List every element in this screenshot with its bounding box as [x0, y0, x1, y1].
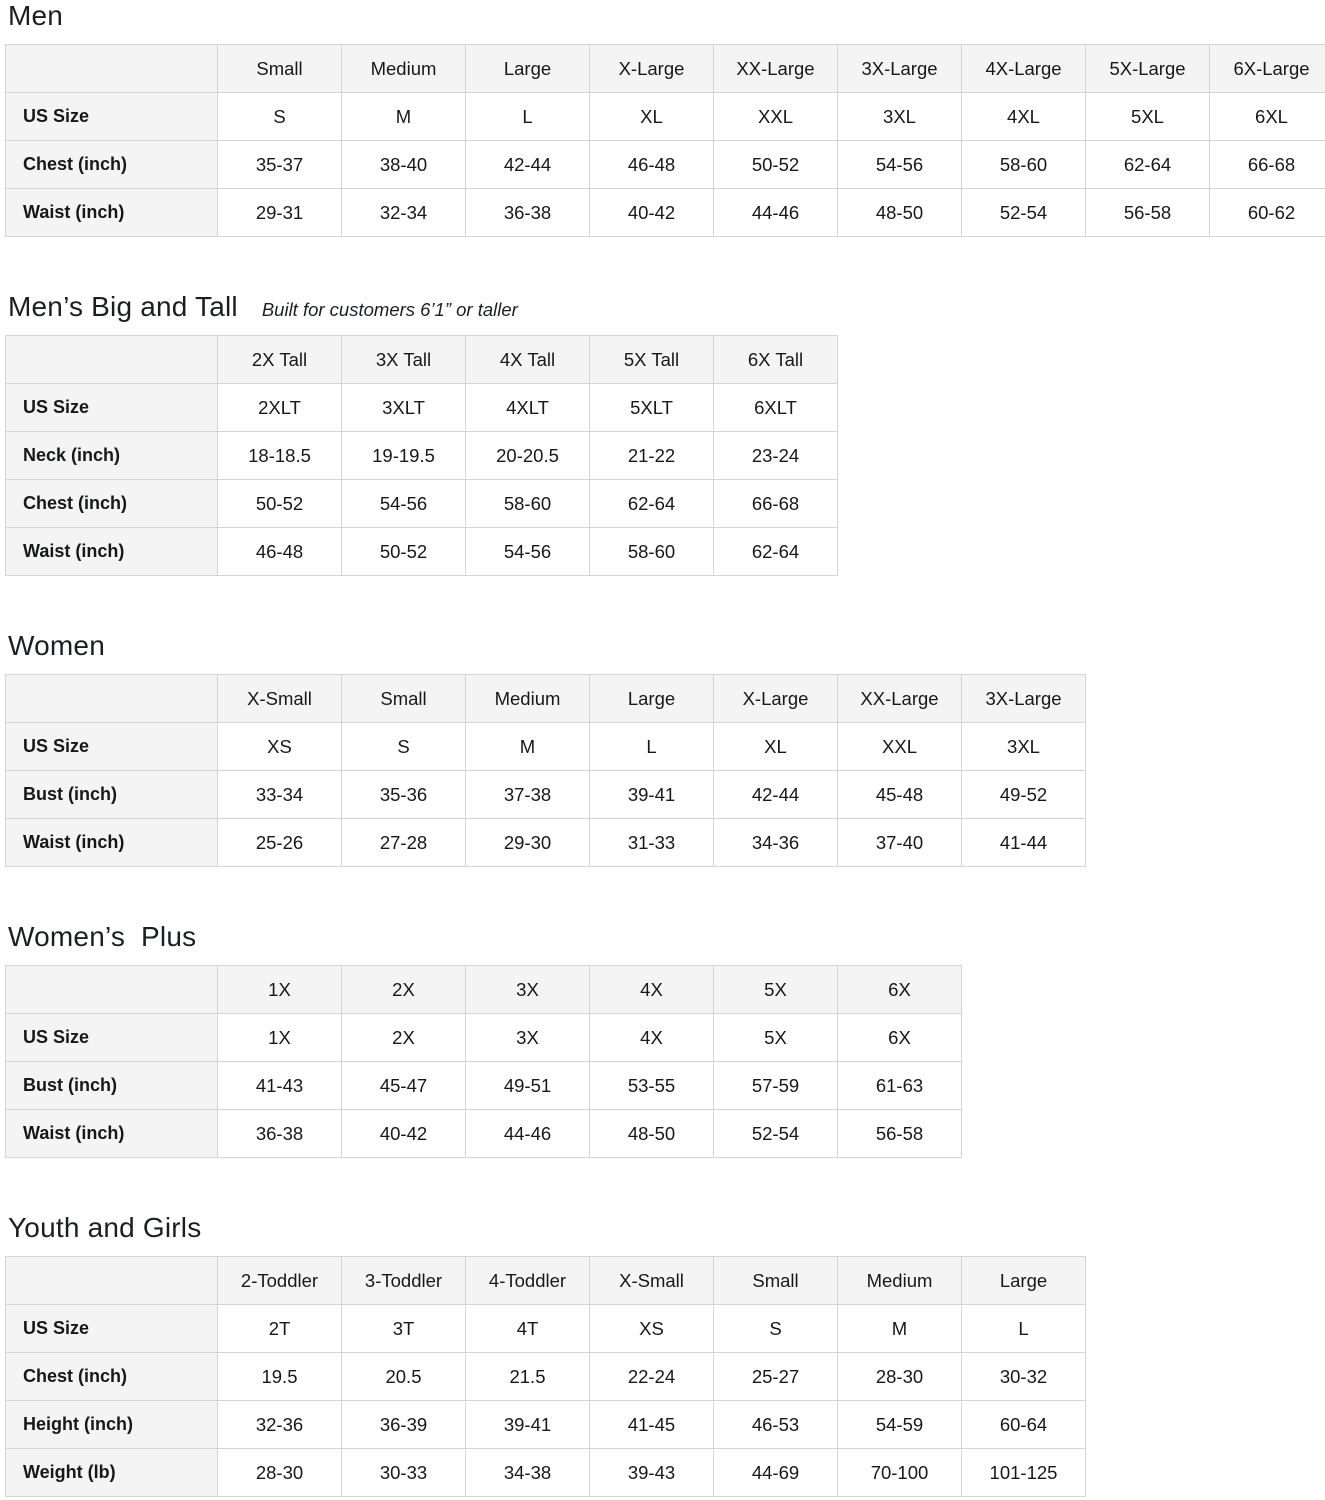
value-cell: 53-55	[590, 1062, 714, 1110]
value-cell: 2X	[342, 1014, 466, 1062]
section-title: Youth and Girls	[8, 1212, 202, 1243]
column-header: 3X Tall	[342, 336, 466, 384]
value-cell: 41-44	[962, 819, 1086, 867]
value-cell: 25-26	[218, 819, 342, 867]
table-row	[6, 528, 838, 576]
value-cell: L	[466, 93, 590, 141]
value-cell: XXL	[838, 723, 962, 771]
column-header: Medium	[342, 45, 466, 93]
value-cell: 42-44	[714, 771, 838, 819]
value-cell: 30-33	[342, 1449, 466, 1497]
value-cell: 31-33	[590, 819, 714, 867]
header-row	[6, 675, 1086, 723]
value-cell: 20.5	[342, 1353, 466, 1401]
value-cell: 101-125	[962, 1449, 1086, 1497]
value-cell: 28-30	[838, 1353, 962, 1401]
corner-cell	[6, 336, 218, 384]
row-label: Chest (inch)	[6, 1353, 218, 1401]
row-label: Waist (inch)	[6, 528, 218, 576]
value-cell: L	[962, 1305, 1086, 1353]
value-cell: 50-52	[714, 141, 838, 189]
value-cell: 37-38	[466, 771, 590, 819]
value-cell: 19.5	[218, 1353, 342, 1401]
header-row	[6, 45, 1325, 93]
row-label: Neck (inch)	[6, 432, 218, 480]
size-table-head	[6, 1257, 1086, 1305]
column-header: X-Large	[714, 675, 838, 723]
column-header: 5X-Large	[1086, 45, 1210, 93]
value-cell: XL	[590, 93, 714, 141]
table-row	[6, 1401, 1086, 1449]
value-cell: 60-64	[962, 1401, 1086, 1449]
value-cell: 58-60	[962, 141, 1086, 189]
table-row	[6, 384, 838, 432]
value-cell: 18-18.5	[218, 432, 342, 480]
value-cell: 36-38	[466, 189, 590, 237]
value-cell: 40-42	[590, 189, 714, 237]
value-cell: S	[714, 1305, 838, 1353]
value-cell: 57-59	[714, 1062, 838, 1110]
column-header: 3X-Large	[962, 675, 1086, 723]
column-header: Medium	[466, 675, 590, 723]
column-header: 5X Tall	[590, 336, 714, 384]
value-cell: 29-31	[218, 189, 342, 237]
column-header: XX-Large	[838, 675, 962, 723]
column-header: X-Small	[218, 675, 342, 723]
value-cell: XS	[590, 1305, 714, 1353]
value-cell: M	[838, 1305, 962, 1353]
row-label: US Size	[6, 93, 218, 141]
value-cell: 54-59	[838, 1401, 962, 1449]
value-cell: 54-56	[466, 528, 590, 576]
value-cell: S	[218, 93, 342, 141]
row-label: Chest (inch)	[6, 480, 218, 528]
value-cell: 4XL	[962, 93, 1086, 141]
column-header: 3-Toddler	[342, 1257, 466, 1305]
value-cell: 4X	[590, 1014, 714, 1062]
value-cell: 22-24	[590, 1353, 714, 1401]
size-table	[5, 44, 1325, 237]
value-cell: XL	[714, 723, 838, 771]
column-header: 4X-Large	[962, 45, 1086, 93]
table-row	[6, 1014, 962, 1062]
value-cell: 70-100	[838, 1449, 962, 1497]
header-row	[6, 966, 962, 1014]
value-cell: 50-52	[342, 528, 466, 576]
value-cell: 21.5	[466, 1353, 590, 1401]
value-cell: 45-48	[838, 771, 962, 819]
table-row	[6, 819, 1086, 867]
value-cell: 52-54	[962, 189, 1086, 237]
row-label: Waist (inch)	[6, 819, 218, 867]
value-cell: 34-38	[466, 1449, 590, 1497]
column-header: 2-Toddler	[218, 1257, 342, 1305]
value-cell: 48-50	[590, 1110, 714, 1158]
value-cell: 44-46	[714, 189, 838, 237]
column-header: 6X Tall	[714, 336, 838, 384]
row-label: US Size	[6, 1305, 218, 1353]
value-cell: 30-32	[962, 1353, 1086, 1401]
row-label: Weight (lb)	[6, 1449, 218, 1497]
value-cell: 46-53	[714, 1401, 838, 1449]
size-table-head	[6, 336, 838, 384]
value-cell: 41-45	[590, 1401, 714, 1449]
value-cell: 56-58	[1086, 189, 1210, 237]
value-cell: 38-40	[342, 141, 466, 189]
value-cell: 62-64	[714, 528, 838, 576]
value-cell: 2XLT	[218, 384, 342, 432]
size-table-body	[6, 1014, 962, 1158]
row-label: US Size	[6, 723, 218, 771]
column-header: XX-Large	[714, 45, 838, 93]
section-title: Men	[8, 0, 64, 31]
table-row	[6, 480, 838, 528]
value-cell: 5XLT	[590, 384, 714, 432]
value-cell: 44-46	[466, 1110, 590, 1158]
value-cell: 56-58	[838, 1110, 962, 1158]
column-header: Large	[962, 1257, 1086, 1305]
table-row	[6, 93, 1325, 141]
value-cell: 37-40	[838, 819, 962, 867]
value-cell: 3XL	[962, 723, 1086, 771]
value-cell: 32-36	[218, 1401, 342, 1449]
column-header: Small	[218, 45, 342, 93]
value-cell: 32-34	[342, 189, 466, 237]
size-table-body	[6, 723, 1086, 867]
corner-cell	[6, 1257, 218, 1305]
column-header: Small	[342, 675, 466, 723]
value-cell: 4XLT	[466, 384, 590, 432]
value-cell: 52-54	[714, 1110, 838, 1158]
value-cell: 25-27	[714, 1353, 838, 1401]
section-head	[8, 921, 1325, 953]
value-cell: 54-56	[838, 141, 962, 189]
section-title: Men’s Big and Tall	[8, 291, 238, 322]
column-header: 6X	[838, 966, 962, 1014]
size-section-youth-and-girls	[5, 1212, 1325, 1497]
value-cell: XXL	[714, 93, 838, 141]
size-section-women	[5, 630, 1325, 867]
value-cell: 48-50	[838, 189, 962, 237]
value-cell: 4T	[466, 1305, 590, 1353]
column-header: X-Small	[590, 1257, 714, 1305]
table-row	[6, 1449, 1086, 1497]
column-header: 4X	[590, 966, 714, 1014]
size-table-body	[6, 384, 838, 576]
table-row	[6, 723, 1086, 771]
value-cell: 39-41	[590, 771, 714, 819]
value-cell: M	[342, 93, 466, 141]
table-row	[6, 1305, 1086, 1353]
size-table	[5, 1256, 1086, 1497]
value-cell: 23-24	[714, 432, 838, 480]
value-cell: 5X	[714, 1014, 838, 1062]
value-cell: 34-36	[714, 819, 838, 867]
value-cell: 44-69	[714, 1449, 838, 1497]
row-label: Height (inch)	[6, 1401, 218, 1449]
value-cell: 35-37	[218, 141, 342, 189]
value-cell: 46-48	[590, 141, 714, 189]
value-cell: 3T	[342, 1305, 466, 1353]
value-cell: 58-60	[590, 528, 714, 576]
section-head	[8, 630, 1325, 662]
value-cell: 3X	[466, 1014, 590, 1062]
size-section-women-s-plus	[5, 921, 1325, 1158]
size-table	[5, 335, 838, 576]
value-cell: 66-68	[1210, 141, 1325, 189]
value-cell: 54-56	[342, 480, 466, 528]
column-header: 4X Tall	[466, 336, 590, 384]
value-cell: 35-36	[342, 771, 466, 819]
section-head	[8, 1212, 1325, 1244]
row-label: Bust (inch)	[6, 1062, 218, 1110]
corner-cell	[6, 966, 218, 1014]
section-head	[8, 0, 1325, 32]
column-header: 3X	[466, 966, 590, 1014]
size-table-head	[6, 675, 1086, 723]
value-cell: 49-52	[962, 771, 1086, 819]
value-cell: 20-20.5	[466, 432, 590, 480]
row-label: US Size	[6, 384, 218, 432]
row-label: Waist (inch)	[6, 189, 218, 237]
value-cell: XS	[218, 723, 342, 771]
value-cell: 60-62	[1210, 189, 1325, 237]
row-label: Waist (inch)	[6, 1110, 218, 1158]
value-cell: 27-28	[342, 819, 466, 867]
column-header: 5X	[714, 966, 838, 1014]
header-row	[6, 1257, 1086, 1305]
value-cell: 3XL	[838, 93, 962, 141]
value-cell: 29-30	[466, 819, 590, 867]
row-label: US Size	[6, 1014, 218, 1062]
table-row	[6, 141, 1325, 189]
column-header: Small	[714, 1257, 838, 1305]
value-cell: 66-68	[714, 480, 838, 528]
section-title: Women’s Plus	[8, 921, 197, 952]
size-section-men	[5, 0, 1325, 237]
corner-cell	[6, 45, 218, 93]
table-row	[6, 432, 838, 480]
value-cell: 3XLT	[342, 384, 466, 432]
table-row	[6, 189, 1325, 237]
size-table	[5, 674, 1086, 867]
size-table-head	[6, 966, 962, 1014]
value-cell: 33-34	[218, 771, 342, 819]
column-header: 3X-Large	[838, 45, 962, 93]
value-cell: 41-43	[218, 1062, 342, 1110]
value-cell: 45-47	[342, 1062, 466, 1110]
row-label: Chest (inch)	[6, 141, 218, 189]
value-cell: 39-41	[466, 1401, 590, 1449]
value-cell: 21-22	[590, 432, 714, 480]
value-cell: 42-44	[466, 141, 590, 189]
value-cell: 2T	[218, 1305, 342, 1353]
column-header: Large	[466, 45, 590, 93]
size-table-head	[6, 45, 1325, 93]
value-cell: 1X	[218, 1014, 342, 1062]
value-cell: 61-63	[838, 1062, 962, 1110]
table-row	[6, 771, 1086, 819]
column-header: 1X	[218, 966, 342, 1014]
value-cell: S	[342, 723, 466, 771]
value-cell: 19-19.5	[342, 432, 466, 480]
value-cell: 46-48	[218, 528, 342, 576]
section-head	[8, 291, 1325, 323]
column-header: 2X	[342, 966, 466, 1014]
value-cell: 5XL	[1086, 93, 1210, 141]
size-table-body	[6, 1305, 1086, 1497]
value-cell: 39-43	[590, 1449, 714, 1497]
table-row	[6, 1062, 962, 1110]
size-table	[5, 965, 962, 1158]
table-row	[6, 1110, 962, 1158]
size-section-men-s-big-and-tall	[5, 291, 1325, 576]
value-cell: 36-38	[218, 1110, 342, 1158]
size-table-body	[6, 93, 1325, 237]
column-header: 2X Tall	[218, 336, 342, 384]
value-cell: 6XLT	[714, 384, 838, 432]
row-label: Bust (inch)	[6, 771, 218, 819]
value-cell: 6X	[838, 1014, 962, 1062]
value-cell: 28-30	[218, 1449, 342, 1497]
header-row	[6, 336, 838, 384]
value-cell: 49-51	[466, 1062, 590, 1110]
value-cell: M	[466, 723, 590, 771]
value-cell: L	[590, 723, 714, 771]
value-cell: 50-52	[218, 480, 342, 528]
value-cell: 6XL	[1210, 93, 1325, 141]
value-cell: 40-42	[342, 1110, 466, 1158]
column-header: Large	[590, 675, 714, 723]
section-subtitle: Built for customers 6’1” or taller	[261, 299, 518, 320]
corner-cell	[6, 675, 218, 723]
column-header: 4-Toddler	[466, 1257, 590, 1305]
value-cell: 36-39	[342, 1401, 466, 1449]
value-cell: 62-64	[590, 480, 714, 528]
column-header: Medium	[838, 1257, 962, 1305]
column-header: X-Large	[590, 45, 714, 93]
value-cell: 58-60	[466, 480, 590, 528]
section-title: Women	[8, 630, 105, 661]
table-row	[6, 1353, 1086, 1401]
value-cell: 62-64	[1086, 141, 1210, 189]
column-header: 6X-Large	[1210, 45, 1325, 93]
